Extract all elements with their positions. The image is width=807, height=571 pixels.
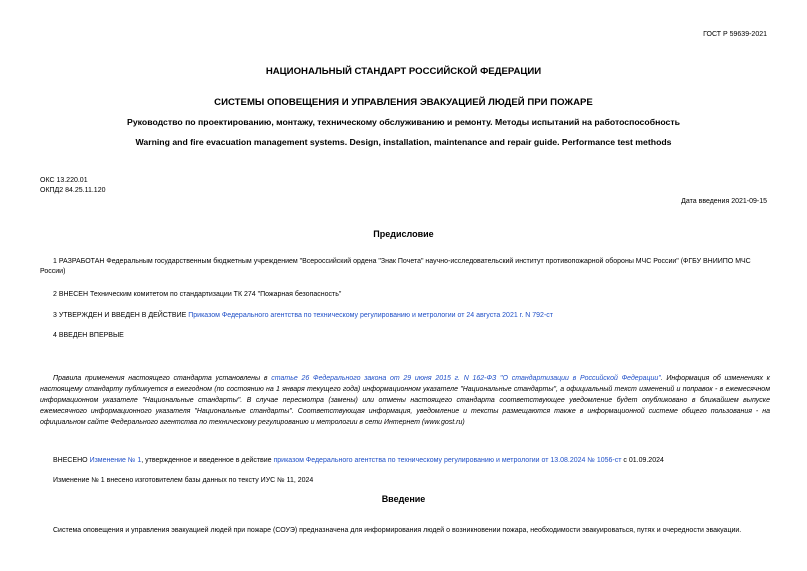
amendment-link[interactable]: Изменение № 1	[89, 457, 142, 464]
introduction-heading: Введение	[381, 494, 426, 504]
okpd-code: ОКПД2 84.25.11.120	[40, 187, 106, 194]
amendment-middle: , утвержденное и введенное в действие	[141, 457, 274, 464]
foreword-item-developed: 1 РАЗРАБОТАН Федеральным государственным бюджетным учреждением "Всероссийский ордена "Знак Почета" научно-исследовательский институт противопожарной обороны МЧС России" (ФГБУ ВНИИПО МЧС России)	[40, 258, 751, 276]
foreword-heading: Предисловие	[373, 229, 434, 239]
foreword-item-first-introduced: 4 ВВЕДЕН ВПЕРВЫЕ	[53, 332, 124, 339]
document-id: ГОСТ Р 59639-2021	[703, 31, 767, 38]
standard-subtitle-en: Warning and fire evacuation management systems. Design, installation, maintenance and repair guide. Performance test methods	[135, 137, 672, 147]
rules-text-end: . Информация об изменениях к настоящему стандарту публикуется в ежегодном (по состоянию на 1 января текущего года) информационном указателе "Национальные стандарты", а официальный текст изменений и поправок - в ежемесячном информационном указателе "Национальные стандарты". В случае пересмотра (замены) или отмены настоящего стандарта соответствующее уведомление будет опубликовано в ближайшем выпуске ежемесячного информационного указателя "Национальные стандарты". Соответствующая информация, уведомление и тексты размещаются также в информационной системе общего пользования - на официальном сайте Федерального агентства по техническому регулированию и метрологии в сети Интернет (www.gost.ru)	[40, 375, 770, 426]
standard-title: СИСТЕМЫ ОПОВЕЩЕНИЯ И УПРАВЛЕНИЯ ЭВАКУАЦИЕЙ ЛЮДЕЙ ПРИ ПОЖАРЕ	[214, 97, 593, 108]
standard-subtitle-ru: Руководство по проектированию, монтажу, техническому обслуживанию и ремонту. Методы испытаний на работоспособность	[127, 117, 680, 127]
foreword-item-submitted: 2 ВНЕСЕН Техническим комитетом по стандартизации ТК 274 "Пожарная безопасность"	[53, 291, 342, 298]
standard-type-title: НАЦИОНАЛЬНЫЙ СТАНДАРТ РОССИЙСКОЙ ФЕДЕРАЦИИ	[265, 66, 542, 77]
approval-order-link[interactable]: Приказом Федерального агентства по техническому регулированию и метрологии от 24 августа 2021 г. N 792-ст	[188, 312, 553, 319]
application-rules-paragraph	[40, 374, 770, 429]
approved-text: 3 УТВЕРЖДЕН И ВВЕДЕН В ДЕЙСТВИЕ	[53, 312, 189, 319]
introduction-paragraph: Система оповещения и управления эвакуацией людей при пожаре (СОУЭ) предназначена для информирования людей о возникновении пожара, необходимости эвакуироваться, путях и очередности эвакуации.	[53, 527, 742, 534]
amendment-paragraph	[53, 456, 771, 466]
rules-text-start: Правила применения настоящего стандарта установлены в	[53, 375, 272, 382]
amendment-note: Изменение № 1 внесено изготовителем базы данных по тексту ИУС № 11, 2024	[53, 477, 314, 484]
oks-code: ОКС 13.220.01	[40, 177, 88, 184]
amendment-suffix: с 01.09.2024	[621, 457, 664, 464]
foreword-item-approved	[53, 311, 771, 321]
federal-law-link[interactable]: статье 26 Федерального закона от 29 июня 2015 г. N 162-ФЗ "О стандартизации в Российской Федерации"	[271, 375, 661, 382]
introduction-date: Дата введения 2021-09-15	[681, 198, 767, 205]
classification-codes	[40, 176, 106, 196]
amendment-order-link[interactable]: приказом Федерального агентства по техническому регулированию и метрологии от 13.08.2024 № 1056-ст	[273, 457, 622, 464]
amendment-prefix: ВНЕСЕНО	[53, 457, 90, 464]
